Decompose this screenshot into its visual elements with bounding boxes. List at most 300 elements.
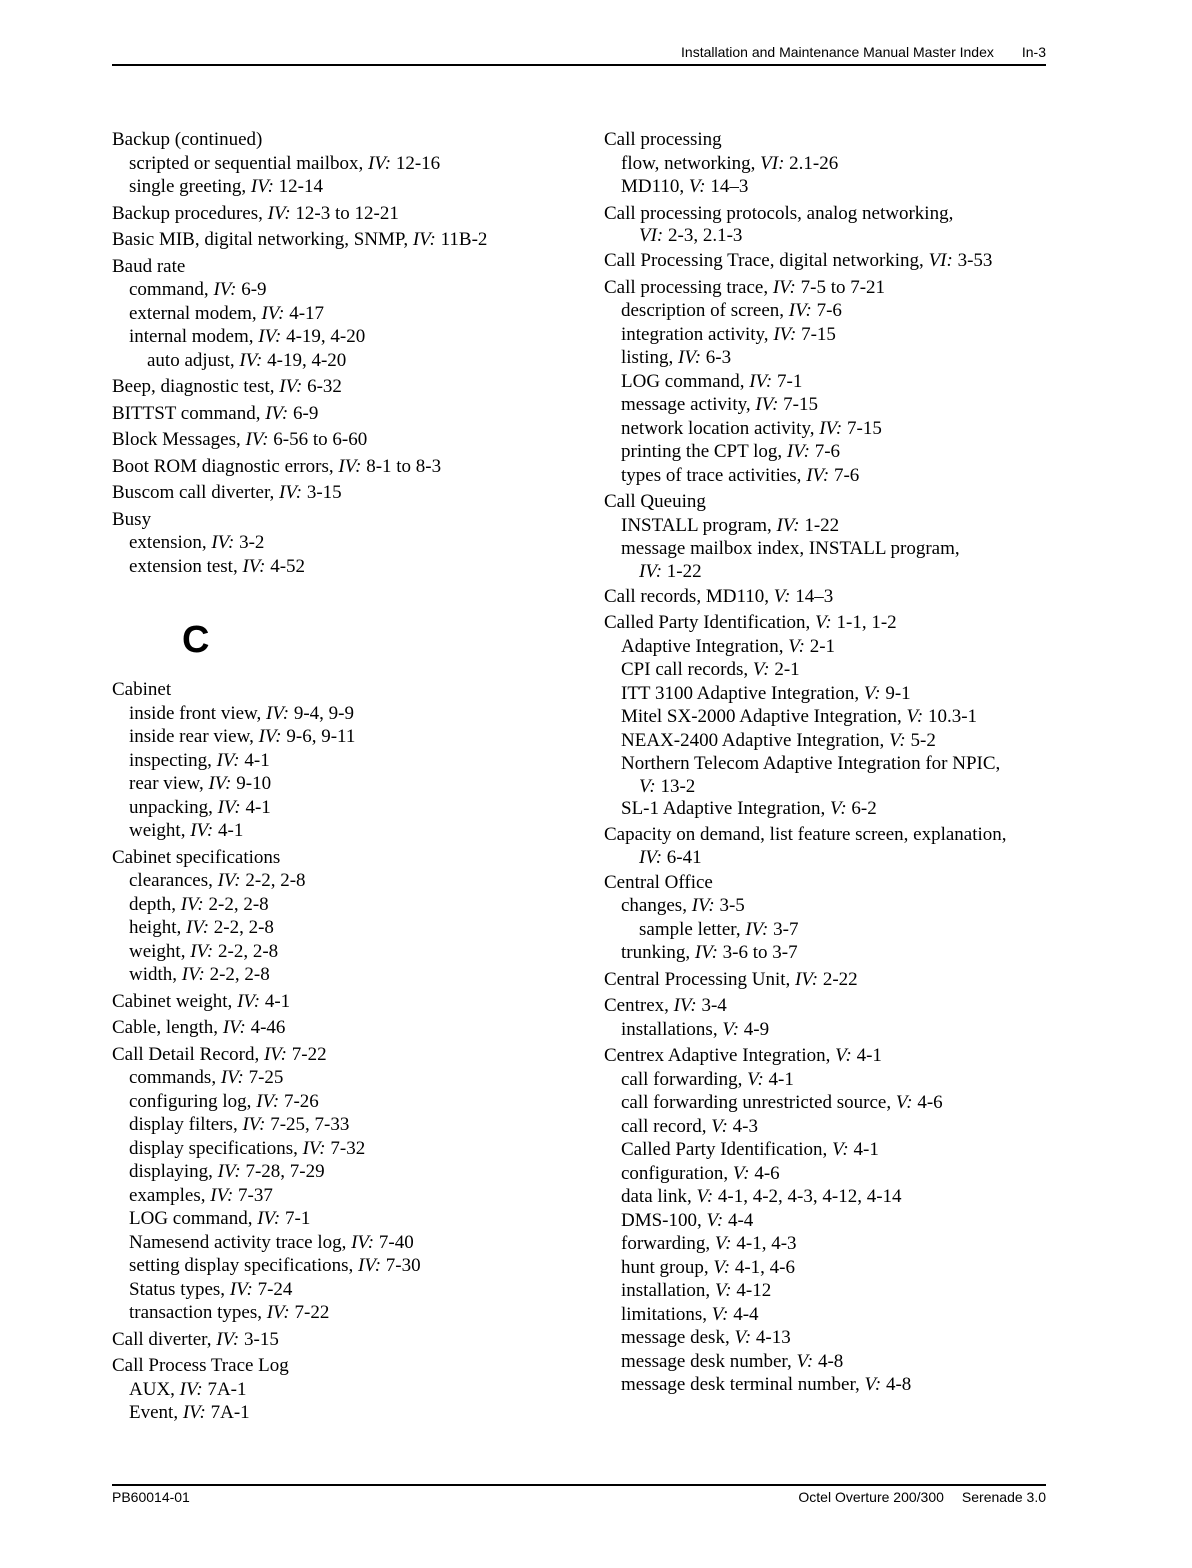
entry-volume: IV:: [351, 1231, 375, 1253]
index-subentry: [621, 440, 1049, 464]
entry-volume: V:: [895, 1092, 913, 1113]
entry-page-ref: 4-1: [244, 749, 270, 771]
index-subentry: [621, 152, 1049, 176]
entry-volume: V:: [714, 1280, 732, 1301]
index-entry: [604, 249, 1049, 273]
index-entry: [112, 375, 567, 399]
entry-term: description of screen,: [621, 300, 785, 321]
entry-term: internal modem,: [129, 326, 254, 347]
entry-term: external modem,: [129, 302, 257, 324]
entry-page-ref: 7-37: [238, 1184, 273, 1206]
index-subentry: [621, 705, 1049, 729]
entry-term: installations,: [621, 1018, 718, 1040]
entry-page-ref: 2.1-26: [789, 152, 839, 174]
entry-term: data link,: [621, 1186, 692, 1207]
index-subentry: [129, 749, 567, 773]
entry-term: Cabinet: [112, 679, 172, 700]
entry-volume: IV:: [180, 893, 204, 915]
index-entry: [112, 228, 567, 252]
index-subentry: [639, 918, 1049, 942]
entry-volume: IV:: [229, 1278, 253, 1300]
entry-volume: V:: [773, 585, 791, 607]
index-subentry: [129, 1137, 567, 1161]
index-subentry: [621, 682, 1049, 706]
index-entry: [112, 990, 567, 1014]
index-subentry: [621, 1091, 1049, 1115]
index-subentry: [129, 893, 567, 917]
entry-volume: IV:: [242, 555, 266, 577]
index-entry: [112, 481, 567, 505]
index-entry: [604, 994, 1049, 1018]
entry-volume: IV:: [639, 846, 663, 868]
entry-page-ref: 6-32: [307, 376, 342, 397]
entry-page-ref: 11B-2: [440, 229, 488, 250]
entry-volume: IV:: [237, 990, 261, 1012]
index-entry-continuation: [639, 776, 1049, 797]
entry-volume: IV:: [181, 964, 205, 985]
entry-term: Call Queuing: [604, 491, 706, 512]
entry-page-ref: 7-6: [814, 441, 841, 462]
entry-volume: IV:: [179, 1378, 203, 1400]
entry-page-ref: 3-53: [957, 250, 993, 271]
entry-page-ref: 7-25, 7-33: [270, 1114, 350, 1135]
entry-page-ref: 7-5 to 7-21: [800, 276, 886, 298]
index-subentry: [129, 1278, 567, 1302]
entry-term: Cable, length,: [112, 1017, 219, 1038]
entry-volume: IV:: [261, 302, 285, 324]
entry-term: Baud rate: [112, 255, 186, 277]
entry-term: Mitel SX-2000 Adaptive Integration,: [621, 706, 902, 727]
entry-term: rear view,: [129, 773, 204, 794]
entry-page-ref: 4-1: [264, 990, 291, 1012]
index-subentry: [621, 941, 1049, 965]
entry-page-ref: 12-14: [278, 176, 323, 197]
index-entry: [604, 585, 1049, 609]
entry-term: Backup (continued): [112, 129, 263, 150]
index-entry: [604, 276, 1049, 300]
index-subentry: [129, 175, 567, 199]
index-entry: [604, 611, 1049, 635]
index-entry: [112, 255, 567, 279]
entry-term: Status types,: [129, 1278, 226, 1300]
entry-term: configuring log,: [129, 1090, 252, 1112]
entry-volume: IV:: [211, 532, 235, 553]
index-entry: [112, 1043, 567, 1067]
entry-term: Central Processing Unit,: [604, 968, 791, 990]
entry-term: AUX,: [129, 1378, 175, 1400]
index-column-right: [604, 125, 1049, 1397]
entry-volume: IV:: [186, 917, 210, 938]
entry-term: Cabinet specifications: [112, 846, 281, 868]
entry-term: printing the CPT log,: [621, 441, 783, 462]
index-entry: [112, 846, 567, 870]
entry-term: message desk terminal number,: [621, 1374, 860, 1395]
footer-product: Octel Overture 200/300: [798, 1489, 944, 1505]
section-letter-heading: C: [182, 619, 210, 661]
entry-page-ref: 10.3-1: [927, 706, 978, 727]
index-subentry: [129, 1066, 567, 1090]
entry-page-ref: 7-25: [248, 1067, 284, 1088]
entry-volume: IV:: [749, 370, 773, 392]
index-subentry: [621, 1068, 1049, 1092]
index-subentry: [621, 1326, 1049, 1350]
index-subentry: [621, 1018, 1049, 1042]
index-subentry: [147, 349, 567, 373]
entry-term: Basic MIB, digital networking, SNMP,: [112, 229, 409, 250]
index-subentry: [621, 1350, 1049, 1374]
index-entry-continuation: [639, 225, 1049, 246]
entry-volume: IV:: [245, 429, 269, 450]
entry-page-ref: 3-15: [306, 482, 342, 503]
entry-page-ref: 7-15: [801, 323, 836, 345]
index-subentry: [621, 1256, 1049, 1280]
entry-term: depth,: [129, 893, 176, 915]
entry-page-ref: 1-1, 1-2: [836, 612, 897, 633]
entry-volume: V:: [863, 682, 881, 704]
entry-volume: V:: [815, 612, 832, 633]
index-subentry: [129, 1113, 567, 1137]
entry-volume: V:: [711, 1303, 729, 1325]
entry-volume: V:: [688, 176, 706, 197]
entry-term: call record,: [621, 1115, 707, 1137]
index-subentry: [621, 729, 1049, 753]
header-page-number: In-3: [1021, 44, 1046, 60]
entry-term: transaction types,: [129, 1302, 262, 1323]
index-subentry: [621, 1115, 1049, 1139]
entry-page-ref: 2-2, 2-8: [218, 940, 279, 962]
index-subentry: [129, 796, 567, 820]
entry-page-ref: 1-22: [804, 514, 840, 536]
index-subentry: [621, 514, 1049, 538]
entry-term: Call diverter,: [112, 1328, 212, 1350]
index-subentry: [129, 1231, 567, 1255]
index-subentry: [621, 1279, 1049, 1303]
entry-volume: IV:: [257, 1208, 281, 1229]
index-subentry: [129, 1184, 567, 1208]
entry-page-ref: 5-2: [910, 729, 936, 751]
entry-term: configuration,: [621, 1162, 729, 1184]
entry-volume: IV:: [266, 1302, 290, 1323]
index-entry: [112, 1016, 567, 1040]
index-subentry: [129, 702, 567, 726]
entry-term: single greeting,: [129, 176, 247, 197]
index-subentry: [129, 1160, 567, 1184]
entry-page-ref: 14–3: [795, 585, 834, 607]
index-subentry: [621, 393, 1049, 417]
index-subentry: [621, 323, 1049, 347]
entry-term: Central Office: [604, 871, 713, 893]
entry-page-ref: 6-2: [851, 797, 877, 819]
index-subentry: [129, 1301, 567, 1325]
index-subentry: [621, 537, 1049, 561]
page-footer: [112, 1484, 1046, 1505]
entry-volume: V:: [864, 1374, 882, 1395]
entry-term: scripted or sequential mailbox,: [129, 152, 364, 174]
index-entry: [112, 455, 567, 479]
entry-page-ref: 7-30: [385, 1255, 421, 1276]
entry-volume: IV:: [819, 417, 843, 439]
entry-volume: V:: [829, 797, 847, 819]
entry-page-ref: 4-1, 4-6: [734, 1256, 795, 1278]
entry-term: Block Messages,: [112, 429, 241, 450]
index-subentry: [621, 346, 1049, 370]
entry-term: Centrex,: [604, 995, 669, 1016]
entry-term: ITT 3100 Adaptive Integration,: [621, 682, 860, 704]
entry-page-ref: 4-8: [817, 1350, 844, 1372]
entry-volume: IV:: [806, 464, 830, 486]
entry-page-ref: 9-1: [885, 682, 911, 704]
entry-page-ref: 4-4: [733, 1303, 759, 1325]
entry-page-ref: 4-3: [732, 1115, 758, 1137]
entry-page-ref: 7-28, 7-29: [245, 1161, 325, 1182]
entry-term: network location activity,: [621, 417, 815, 439]
entry-term: Call processing protocols, analog networking,: [604, 202, 954, 224]
entry-volume: V:: [714, 1233, 732, 1254]
entry-term: message mailbox index, INSTALL program,: [621, 538, 960, 559]
entry-term: Call Detail Record,: [112, 1043, 260, 1065]
index-subentry: [621, 464, 1049, 488]
entry-volume: V:: [639, 775, 656, 797]
entry-term: Call Process Trace Log: [112, 1355, 289, 1376]
index-subentry: [129, 302, 567, 326]
entry-term: Call processing: [604, 129, 722, 150]
entry-page-ref: 2-1: [809, 635, 836, 657]
entry-page-ref: 7-22: [294, 1302, 330, 1323]
entry-page-ref: 4-46: [250, 1017, 286, 1038]
entry-term: Adaptive Integration,: [621, 635, 784, 657]
index-subentry: [129, 940, 567, 964]
entry-term: setting display specifications,: [129, 1255, 354, 1276]
index-entry: [112, 1328, 567, 1352]
entry-volume: IV:: [639, 560, 663, 582]
entry-page-ref: 3-7: [773, 918, 799, 940]
index-subentry: [129, 1090, 567, 1114]
entry-page-ref: 4-9: [743, 1018, 770, 1040]
entry-term: Beep, diagnostic test,: [112, 376, 275, 397]
entry-volume: IV:: [258, 726, 282, 747]
index-entry: [112, 678, 567, 702]
entry-term: unpacking,: [129, 796, 213, 818]
entry-term: forwarding,: [621, 1233, 711, 1254]
entry-page-ref: 2-1: [774, 659, 800, 680]
index-entry: [604, 1044, 1049, 1068]
index-subentry: [621, 1138, 1049, 1162]
entry-page-ref: 3-6 to 3-7: [722, 942, 798, 963]
entry-page-ref: 4-17: [289, 302, 325, 324]
index-subentry: [129, 819, 567, 843]
entry-page-ref: 12-16: [395, 152, 441, 174]
entry-term: limitations,: [621, 1303, 708, 1325]
entry-term: call forwarding unrestricted source,: [621, 1092, 892, 1113]
entry-page-ref: 2-2, 2-8: [208, 893, 269, 915]
index-entry: [112, 508, 567, 532]
index-subentry: [621, 1373, 1049, 1397]
index-subentry: [129, 772, 567, 796]
entry-volume: V:: [696, 1186, 714, 1207]
entry-volume: IV:: [338, 455, 362, 477]
entry-volume: IV:: [222, 1017, 246, 1038]
entry-volume: IV:: [210, 1184, 234, 1206]
entry-term: listing,: [621, 347, 674, 368]
index-entry: [604, 871, 1049, 895]
entry-page-ref: 13-2: [660, 775, 696, 797]
entry-page-ref: 7-6: [816, 300, 842, 321]
entry-volume: IV:: [678, 347, 702, 368]
entry-page-ref: 2-2, 2-8: [213, 917, 274, 938]
entry-page-ref: 3-2: [239, 532, 265, 553]
index-entry: [604, 968, 1049, 992]
entry-volume: IV:: [302, 1137, 326, 1159]
entry-volume: V:: [722, 1018, 740, 1040]
entry-term: flow, networking,: [621, 152, 756, 174]
index-subentry: [129, 555, 567, 579]
entry-volume: IV:: [267, 202, 291, 224]
entry-page-ref: 4-1: [768, 1068, 794, 1090]
index-subentry: [621, 1162, 1049, 1186]
entry-page-ref: 9-10: [236, 773, 272, 794]
index-subentry: [129, 1207, 567, 1231]
entry-volume: IV:: [368, 152, 392, 174]
entry-page-ref: 7A-1: [210, 1402, 250, 1423]
index-entry: [604, 202, 1049, 226]
entry-page-ref: 4-1, 4-3: [736, 1233, 797, 1254]
index-column-left: [112, 125, 567, 1425]
index-subentry: [129, 325, 567, 349]
index-subentry: [621, 635, 1049, 659]
entry-volume: IV:: [190, 820, 214, 841]
index-subentry: [621, 1232, 1049, 1256]
entry-page-ref: 4-1: [245, 796, 271, 818]
entry-volume: IV:: [216, 749, 240, 771]
entry-term: LOG command,: [129, 1208, 253, 1229]
entry-volume: IV:: [256, 1090, 280, 1112]
entry-term: Backup procedures,: [112, 202, 263, 224]
footer-release: Serenade 3.0: [961, 1489, 1046, 1505]
entry-term: Call Processing Trace, digital networking,: [604, 250, 924, 271]
entry-volume: IV:: [745, 918, 769, 940]
entry-volume: IV:: [279, 376, 303, 397]
entry-term: weight,: [129, 820, 186, 841]
entry-volume: V:: [732, 1162, 750, 1184]
entry-volume: V:: [796, 1350, 814, 1372]
entry-volume: IV:: [239, 349, 263, 371]
entry-page-ref: 7-32: [330, 1137, 366, 1159]
entry-page-ref: 4-1: [856, 1045, 882, 1066]
entry-term: message desk number,: [621, 1350, 792, 1372]
entry-volume: IV:: [776, 514, 800, 536]
entry-term: Capacity on demand, list feature screen, explanation,: [604, 824, 1007, 845]
entry-term: inspecting,: [129, 749, 212, 771]
entry-page-ref: 3-4: [701, 995, 727, 1016]
entry-volume: IV:: [279, 482, 303, 503]
index-subentry: [129, 531, 567, 555]
entry-page-ref: 4-13: [755, 1327, 791, 1348]
entry-volume: IV:: [258, 326, 282, 347]
entry-page-ref: 12-3 to 12-21: [295, 202, 399, 224]
index-subentry: [621, 175, 1049, 199]
entry-page-ref: 7-15: [783, 394, 818, 415]
entry-term: Call records, MD110,: [604, 585, 769, 607]
entry-term: MD110,: [621, 176, 685, 197]
entry-term: Event,: [129, 1402, 179, 1423]
index-entry: [604, 823, 1049, 847]
entry-volume: IV:: [358, 1255, 382, 1276]
entry-volume: IV:: [220, 1067, 244, 1088]
entry-page-ref: 1-22: [666, 560, 702, 582]
entry-volume: IV:: [217, 796, 241, 818]
entry-volume: IV:: [208, 773, 232, 794]
entry-volume: VI:: [928, 250, 953, 271]
index-entry: [604, 490, 1049, 514]
entry-page-ref: 7-24: [257, 1278, 293, 1300]
index-subentry: [621, 417, 1049, 441]
index-subentry: [129, 1401, 567, 1425]
index-subentry: [621, 1209, 1049, 1233]
entry-term: weight,: [129, 940, 186, 962]
index-subentry: [621, 370, 1049, 394]
entry-term: examples,: [129, 1184, 206, 1206]
entry-term: DMS-100,: [621, 1209, 702, 1231]
entry-volume: IV:: [788, 300, 812, 321]
entry-volume: IV:: [217, 1161, 241, 1182]
index-subentry: [621, 1303, 1049, 1327]
entry-page-ref: 2-2, 2-8: [209, 964, 270, 985]
entry-page-ref: 14–3: [710, 176, 749, 197]
entry-page-ref: 7-15: [847, 417, 882, 439]
entry-volume: IV:: [242, 1114, 266, 1135]
index-subentry: [621, 1185, 1049, 1209]
entry-volume: IV:: [795, 968, 819, 990]
entry-page-ref: 7A-1: [207, 1378, 247, 1400]
entry-volume: V:: [788, 635, 805, 657]
entry-volume: V:: [713, 1256, 731, 1278]
entry-volume: IV:: [250, 176, 274, 197]
entry-page-ref: 6-9: [293, 402, 319, 424]
header-right: [681, 44, 1046, 60]
entry-term: LOG command,: [621, 370, 745, 392]
index-subentry: [621, 299, 1049, 323]
index-entry: [112, 128, 567, 152]
index-subentry: [129, 869, 567, 893]
index-subentry: [129, 278, 567, 302]
entry-term: Centrex Adaptive Integration,: [604, 1045, 831, 1066]
entry-term: display filters,: [129, 1114, 238, 1135]
entry-volume: V:: [734, 1327, 752, 1348]
entry-term: commands,: [129, 1067, 217, 1088]
entry-term: hunt group,: [621, 1256, 709, 1278]
entry-volume: IV:: [190, 940, 214, 962]
entry-term: Northern Telecom Adaptive Integration for NPIC,: [621, 753, 1001, 774]
entry-page-ref: 6-41: [666, 846, 702, 868]
entry-term: extension,: [129, 532, 207, 553]
entry-volume: IV:: [673, 995, 697, 1016]
entry-page-ref: 6-9: [241, 279, 267, 300]
entry-term: inside rear view,: [129, 726, 254, 747]
index-subentry: [129, 152, 567, 176]
entry-term: NEAX-2400 Adaptive Integration,: [621, 729, 885, 751]
entry-term: SL-1 Adaptive Integration,: [621, 797, 826, 819]
entry-volume: IV:: [217, 870, 241, 891]
entry-term: types of trace activities,: [621, 464, 802, 486]
entry-term: BITTST command,: [112, 402, 261, 424]
entry-term: Called Party Identification,: [621, 1139, 828, 1160]
entry-volume: IV:: [412, 229, 436, 250]
entry-term: command,: [129, 279, 209, 300]
entry-volume: IV:: [266, 702, 290, 724]
entry-term: Buscom call diverter,: [112, 482, 275, 503]
entry-volume: VI:: [639, 225, 664, 246]
entry-page-ref: 4-6: [917, 1092, 943, 1113]
